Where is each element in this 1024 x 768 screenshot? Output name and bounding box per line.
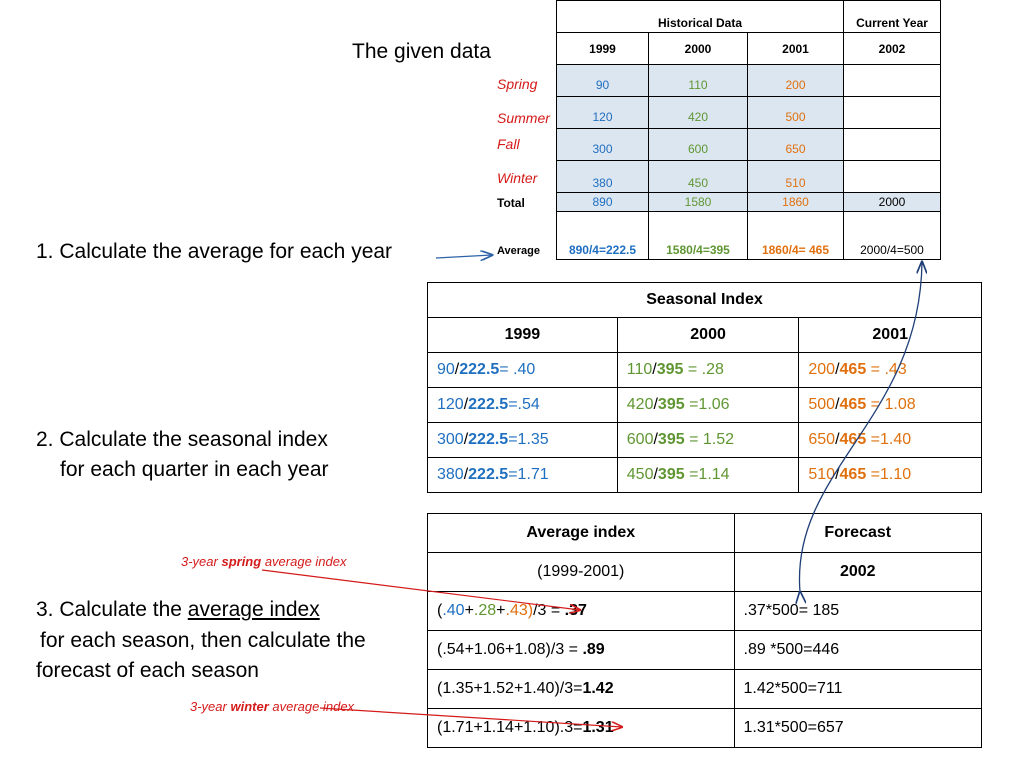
denominator: 465	[839, 361, 867, 378]
season-label-summer: Summer	[497, 110, 550, 126]
page-title: The given data	[352, 40, 491, 63]
numerator: 650	[808, 431, 836, 448]
cell-total-2002: 2000	[844, 193, 941, 212]
result: =1.06	[684, 396, 730, 413]
cell-summer-2000: 420	[649, 97, 748, 129]
seasonal-index-title: Seasonal Index	[428, 283, 982, 318]
forecast-year: 2002	[734, 553, 981, 592]
average-index-period: (1999-2001)	[428, 553, 735, 592]
result: = .43	[866, 361, 907, 378]
winter-annotation-arrow	[320, 708, 622, 727]
total-label: Total	[497, 196, 525, 210]
denominator: 395	[657, 431, 685, 448]
step-2-text-line2: for each quarter in each year	[60, 458, 329, 481]
cell-summer-1999: 120	[557, 97, 649, 129]
numerator: 380	[437, 466, 464, 483]
denominator: 222.5	[468, 431, 509, 448]
expr-part: +	[496, 602, 506, 619]
step-1-arrow	[436, 255, 492, 258]
year-header-2002: 2002	[844, 33, 941, 65]
cell-spring-2001: 200	[748, 65, 844, 97]
expr-part-1999: .40	[442, 602, 465, 619]
cell-summer-2001: 500	[748, 97, 844, 129]
divide-sign: /	[835, 396, 840, 413]
annotation-text: 3-year	[181, 554, 222, 569]
result: =1.10	[866, 466, 912, 483]
forecast-header: Forecast	[734, 514, 981, 553]
forecast-spring: .37*500= 185	[734, 592, 981, 631]
result: =1.71	[508, 466, 549, 483]
expr-text: (1.35+1.52+1.40)/3=	[437, 680, 583, 697]
average-index-header: Average index	[428, 514, 735, 553]
divide-sign: /	[653, 396, 658, 413]
year-header-2000: 2000	[649, 33, 748, 65]
annotation-bold: spring	[221, 554, 262, 569]
result: = .28	[683, 361, 724, 378]
expr-result: .89	[582, 641, 605, 658]
cell-winter-1999: 380	[557, 161, 649, 193]
divide-sign: /	[835, 431, 840, 448]
result: =1.35	[508, 431, 549, 448]
denominator: 465	[839, 396, 867, 413]
historical-data-header: Historical Data	[557, 1, 844, 33]
cell-fall-2001: 650	[748, 129, 844, 161]
expr-part: /3 =	[533, 602, 565, 619]
current-year-header: Current Year	[844, 1, 941, 33]
expr-text: (.54+1.06+1.08)/3 =	[437, 641, 583, 658]
numerator: 500	[808, 396, 836, 413]
numerator: 300	[437, 431, 464, 448]
year-header-2001: 2001	[748, 33, 844, 65]
step-3-prefix: 3. Calculate the	[36, 598, 188, 621]
numerator: 110	[626, 361, 653, 378]
cell-spring-1999: 90	[557, 65, 649, 97]
numerator: 90	[437, 361, 455, 378]
denominator: 465	[839, 431, 867, 448]
denominator: 222.5	[468, 466, 509, 483]
result: = .40	[499, 361, 536, 378]
step-3-text-line3: forecast of each season	[36, 659, 259, 682]
seasonal-year-2000: 2000	[617, 318, 799, 353]
expr-part-2000: .28	[473, 602, 497, 619]
step-3-underlined: average index	[187, 598, 320, 621]
divide-sign: /	[463, 466, 469, 483]
cell-winter-2001: 510	[748, 161, 844, 193]
cell-fall-1999: 300	[557, 129, 649, 161]
result: = 1.52	[684, 431, 734, 448]
denominator: 222.5	[459, 361, 500, 378]
expr-result: 1.31	[582, 719, 614, 736]
cell-spring-2000: 110	[649, 65, 748, 97]
expr-result: 1.42	[582, 680, 614, 697]
cell-total-1999: 890	[557, 193, 649, 212]
cell-average-2000: 1580/4=395	[649, 212, 748, 260]
denominator: 222.5	[468, 396, 509, 413]
divide-sign: /	[454, 361, 460, 378]
divide-sign: /	[653, 431, 658, 448]
divide-sign: /	[463, 431, 469, 448]
seasonal-year-2001: 2001	[799, 318, 982, 353]
cell-fall-2000: 600	[649, 129, 748, 161]
divide-sign: /	[835, 361, 840, 378]
season-label-fall: Fall	[497, 136, 520, 152]
cell-average-1999: 890/4=222.5	[557, 212, 649, 260]
denominator: 395	[657, 466, 685, 483]
denominator: 395	[657, 396, 685, 413]
forecast-winter: 1.31*500=657	[734, 709, 981, 748]
expr-part-2001: .43)	[505, 602, 534, 619]
cell-total-2000: 1580	[649, 193, 748, 212]
spring-annotation-arrow	[262, 570, 580, 610]
forecast-link-arrow	[799, 262, 922, 592]
season-label-winter: Winter	[497, 170, 538, 186]
forecast-fall: 1.42*500=711	[734, 670, 981, 709]
cell-total-2001: 1860	[748, 193, 844, 212]
result: =1.14	[684, 466, 730, 483]
step-2-text-line1: 2. Calculate the seasonal index	[36, 428, 328, 451]
divide-sign: /	[835, 466, 840, 483]
numerator: 600	[626, 431, 654, 448]
annotation-bold: winter	[230, 699, 269, 714]
annotation-text: 3-year	[190, 699, 231, 714]
denominator: 395	[656, 361, 684, 378]
result: =1.40	[866, 431, 912, 448]
result: = 1.08	[866, 396, 916, 413]
season-label-spring: Spring	[497, 76, 538, 92]
numerator: 120	[437, 396, 464, 413]
denominator: 465	[839, 466, 867, 483]
expr-part: (	[437, 602, 443, 619]
cell-average-2002: 2000/4=500	[844, 212, 941, 260]
divide-sign: /	[652, 361, 657, 378]
seasonal-year-1999: 1999	[428, 318, 618, 353]
numerator: 450	[626, 466, 654, 483]
numerator: 200	[808, 361, 836, 378]
expr-result: .37	[564, 602, 587, 619]
numerator: 510	[808, 466, 836, 483]
numerator: 420	[626, 396, 654, 413]
step-3-text-line2: for each season, then calculate the	[40, 629, 366, 652]
divide-sign: /	[653, 466, 658, 483]
annotation-text: average index	[268, 699, 355, 714]
cell-winter-2000: 450	[649, 161, 748, 193]
average-label: Average	[497, 245, 541, 257]
cell-average-2001: 1860/4= 465	[748, 212, 844, 260]
step-1-text: 1. Calculate the average for each year	[36, 240, 393, 263]
expr-part: +	[464, 602, 474, 619]
forecast-summer: .89 *500=446	[734, 631, 981, 670]
expr-text: (1.71+1.14+1.10).3=	[437, 719, 583, 736]
year-header-1999: 1999	[557, 33, 649, 65]
divide-sign: /	[463, 396, 469, 413]
result: =.54	[508, 396, 540, 413]
annotation-text: average index	[261, 554, 347, 569]
